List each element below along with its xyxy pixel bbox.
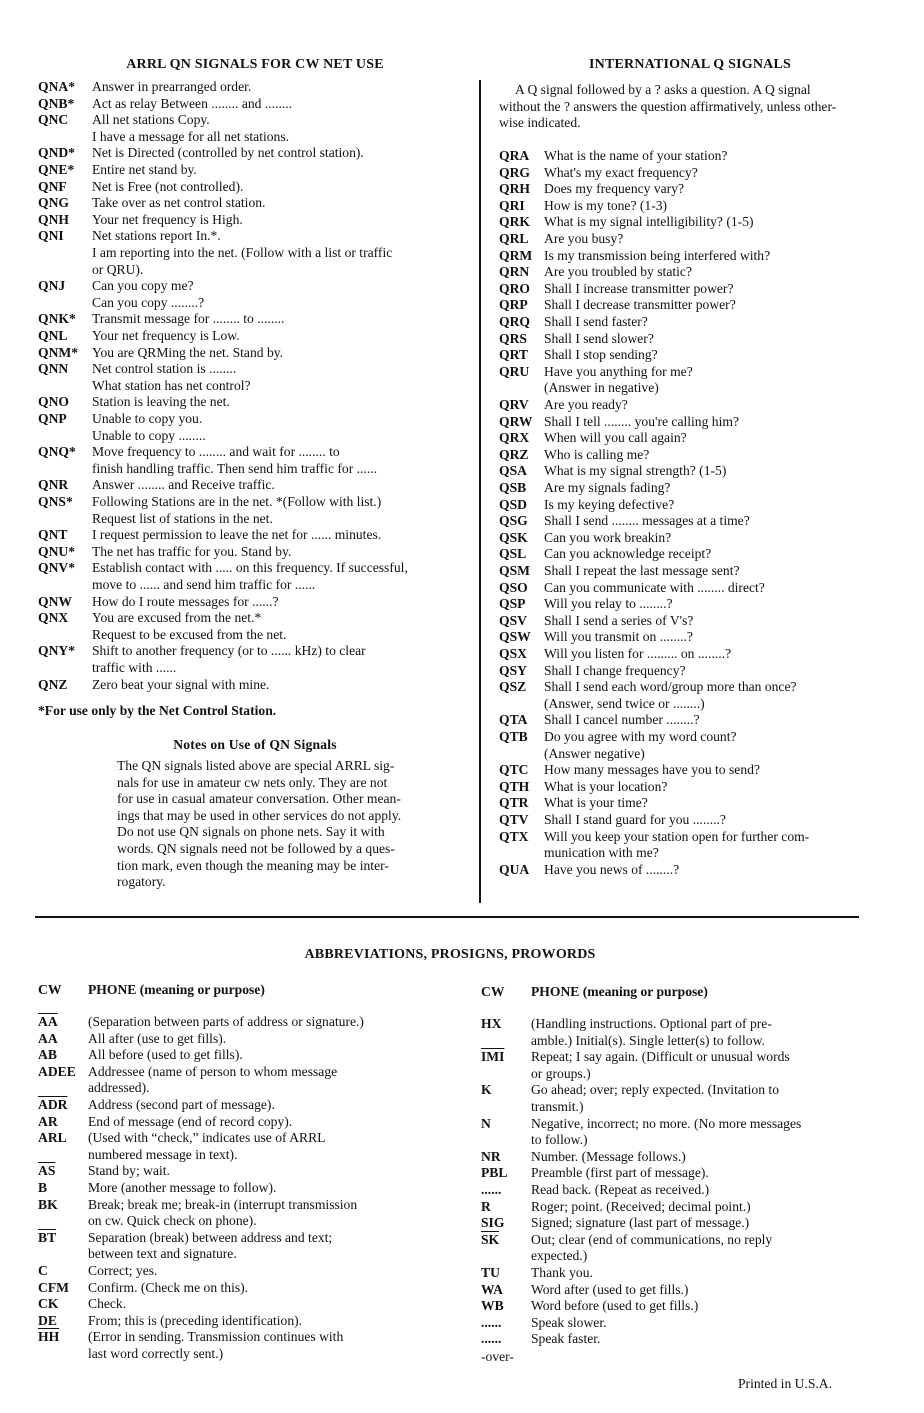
signal-meaning: Shall I repeat the last message sent? [544,563,740,578]
signal-meaning: Can you acknowledge receipt? [544,546,712,562]
signal-meaning: numbered message in text). [88,1146,238,1162]
signal-meaning: Entire net stand by. [92,162,197,177]
signal-meaning: Thank you. [531,1265,593,1280]
signal-meaning: Take over as net control station. [92,195,266,211]
signal-meaning: Transmit message for ........ to ........ [92,311,285,327]
signal-meaning: What's my exact frequency? [544,164,698,180]
abbr-right-cw-header: CW [481,984,505,999]
signal-code: QRL [499,231,529,246]
signal-code: $\overline{BT}$ [38,1229,57,1245]
signal-code: AR [38,1113,58,1129]
signal-meaning: What is my signal strength? (1-5) [544,463,727,479]
signal-meaning: (Separation between parts of address or signature.) [88,1014,364,1029]
signal-meaning: or QRU). [92,261,144,277]
signal-code: QNI [38,228,64,244]
signal-meaning: munication with me? [544,845,659,861]
qn-title: ARRL QN SIGNALS FOR CW NET USE [126,57,384,72]
signal-code: QNU* [38,543,76,559]
printed-in-usa: Printed in U.S.A. [738,1376,833,1391]
signal-meaning: Repeat; I say again. (Difficult or unusual words [531,1049,790,1065]
abbr-title: ABBREVIATIONS, PROSIGNS, PROWORDS [304,947,596,962]
paragraph-line: for use in casual amateur conversation. Other mean- [117,791,401,807]
signal-meaning: Your net frequency is High. [92,211,243,227]
signal-code: PBL [481,1165,508,1181]
signal-code: QUA [499,861,530,877]
signal-code: $\overline{IMI}$ [481,1049,505,1065]
signal-meaning: Zero beat your signal with mine. [92,676,270,692]
signal-code: R [481,1198,491,1214]
signal-code: C [38,1263,48,1278]
signal-meaning: Go ahead; over; reply expected. (Invitation to [531,1082,779,1098]
signal-code: QRQ [499,314,530,329]
signal-meaning: Speak faster. [531,1331,601,1347]
signal-meaning: Shall I increase transmitter power? [544,280,734,296]
signal-code: N [481,1115,491,1131]
signal-meaning: Will you keep your station open for further com- [544,828,810,844]
signal-meaning: addressed). [88,1080,150,1096]
signal-meaning: Move frequency to ........ and wait for ........ to [92,444,340,460]
signal-meaning: finish handling traffic. Then send him traffic for ...... [92,460,378,476]
signal-code: QRW [499,413,533,429]
signal-code: QNK* [38,311,76,327]
signal-code: HX [481,1016,502,1031]
signal-meaning: Station is leaving the net. [92,394,230,410]
signal-meaning: on cw. Quick check on phone). [88,1213,257,1229]
signal-meaning: Have you news of ........? [544,861,680,877]
signal-meaning: You are excused from the net.* [92,610,262,626]
signal-meaning: Signed; signature (last part of message.) [531,1215,750,1231]
signal-code: ...... [481,1314,502,1330]
signal-code: QRG [499,164,530,180]
signal-meaning: What is the name of your station? [544,148,728,163]
signal-meaning: Preamble (first part of message). [531,1165,709,1181]
over-note: -over- [481,1349,514,1364]
signal-meaning: (Answer in negative) [544,380,659,396]
signal-meaning: Net stations report In.*. [92,228,221,244]
signal-code: QTA [499,712,528,728]
signal-code: QRI [499,197,525,213]
signal-meaning: Have you anything for me? [544,363,693,379]
signal-meaning: Are you ready? [544,397,628,412]
signal-code: QSW [499,629,531,645]
signal-code: QND* [38,145,76,161]
signal-code: QRS [499,330,527,346]
qn-footnote: *For use only by the Net Control Station. [38,703,277,718]
signal-meaning: Check. [88,1296,127,1312]
signal-meaning: (Answer, send twice or ........) [544,695,705,711]
signal-meaning: You are QRMing the net. Stand by. [92,344,284,360]
signal-meaning: Read back. (Repeat as received.) [531,1182,710,1197]
signal-code: QRN [499,264,530,280]
signal-meaning: Shift to another frequency (or to ...... kHz) to clear [92,643,366,659]
signal-meaning: All net stations Copy. [92,112,210,128]
signal-code: DE [38,1312,57,1328]
signal-meaning: Shall I send a series of V's? [544,612,694,628]
signal-meaning: Shall I decrease transmitter power? [544,297,736,313]
signal-meaning: What station has net control? [92,377,251,393]
signal-code: QRU [499,363,530,379]
signal-code: QNO [38,394,69,410]
signal-meaning: Break; break me; break-in (interrupt transmission [88,1196,358,1212]
signal-code: QNR [38,477,69,493]
signal-meaning: Your net frequency is Low. [92,328,240,343]
signal-meaning: I have a message for all net stations. [92,128,290,144]
signal-code: ADEE [38,1063,76,1079]
signal-meaning: Is my keying defective? [544,496,675,512]
signal-meaning: Confirm. (Check me on this). [88,1279,249,1295]
signal-meaning: Is my transmission being interfered with? [544,247,771,263]
signal-code: QRT [499,347,528,363]
signal-meaning: Do you agree with my word count? [544,729,737,744]
signal-code: QRH [499,181,530,197]
signal-code: TU [481,1265,500,1280]
signal-code: B [38,1180,48,1195]
signal-code: $\overline{AS}$ [38,1163,56,1179]
paragraph-line: without the ? answers the question affirmatively, unless other- [499,98,837,114]
signal-code: QNS* [38,494,73,509]
signal-code: QSZ [499,679,527,695]
signal-code: AA [38,1030,58,1046]
signal-meaning: Answer in prearranged order. [92,79,252,94]
signal-code: QNE* [38,162,75,177]
signal-meaning: between text and signature. [88,1246,237,1262]
signal-meaning: Word before (used to get fills.) [531,1298,699,1314]
signal-code: QNH [38,211,69,227]
signal-code: QSO [499,579,528,595]
signal-code: QNB* [38,95,75,111]
signal-code: QTB [499,729,528,744]
signal-code: QRZ [499,446,529,462]
signal-code: QRV [499,397,529,412]
signal-meaning: Shall I stop sending? [544,347,658,363]
section-divider [35,916,859,918]
signal-code: QNF [38,178,67,194]
signal-code: QNP [38,411,67,426]
signal-code: QRX [499,430,530,446]
signal-meaning: What is your time? [544,795,648,811]
signal-code: $\overline{AA}$ [38,1014,58,1029]
signal-meaning: Word after (used to get fills.) [531,1281,689,1297]
signal-code: QNT [38,527,68,543]
signal-meaning: Shall I send ........ messages at a time? [544,513,750,529]
paragraph-line: The QN signals listed above are special ARRL sig- [117,758,395,773]
signal-code: QSG [499,513,528,529]
signal-code: QTC [499,762,529,778]
signal-code: QNL [38,328,68,343]
abbr-left-cw-header: CW [38,982,62,997]
signal-code: QSB [499,480,527,495]
signal-meaning: Negative, incorrect; no more. (No more messages [531,1115,802,1131]
signal-meaning: Addressee (name of person to whom message [88,1063,338,1079]
signal-meaning: Stand by; wait. [88,1163,170,1179]
signal-code: QNX [38,610,69,626]
signal-meaning: (Answer negative) [544,745,645,761]
signal-code: QNJ [38,278,66,294]
signal-meaning: All before (used to get fills). [88,1047,243,1063]
signal-meaning: Speak slower. [531,1314,607,1330]
signal-meaning: Shall I send slower? [544,330,654,346]
signal-meaning: I request permission to leave the net for ...... minutes. [92,527,382,543]
signal-meaning: Does my frequency vary? [544,181,685,197]
signal-meaning: Shall I send faster? [544,314,648,329]
signal-meaning: Act as relay Between ........ and ........ [92,95,293,111]
signal-meaning: How do I route messages for ......? [92,593,279,609]
abbr-left-phone-header: PHONE (meaning or purpose) [88,982,265,997]
signal-meaning: Who is calling me? [544,446,650,462]
signal-meaning: amble.) Initial(s). Single letter(s) to follow. [531,1032,765,1048]
signal-code: QSP [499,596,526,612]
signal-code: ...... [481,1182,502,1197]
signal-meaning: Net control station is ........ [92,361,237,377]
signal-meaning: Number. (Message follows.) [531,1148,686,1164]
signal-meaning: Answer ........ and Receive traffic. [92,477,275,493]
signal-meaning: Establish contact with ..... on this frequency. If successful, [92,560,408,576]
signal-code: ...... [481,1331,502,1347]
signal-code: QSV [499,612,527,628]
signal-meaning: Shall I change frequency? [544,662,686,678]
qn-notes-title: Notes on Use of QN Signals [173,737,337,752]
signal-meaning: Net is Free (not controlled). [92,178,244,194]
signal-meaning: When will you call again? [544,430,687,446]
qn-notes-paragraph [117,758,422,891]
signal-code: QNZ [38,676,68,692]
signal-meaning: Can you communicate with ........ direct? [544,579,765,595]
signal-code: QNA* [38,79,76,94]
signal-code: $\overline{ADR}$ [38,1097,68,1112]
signal-code: QRK [499,214,530,230]
signal-code: QSA [499,463,527,479]
signal-meaning: From; this is (preceding identification). [88,1312,303,1328]
signal-meaning: Can you work breakin? [544,529,672,545]
signal-code: $\overline{SK}$ [481,1231,500,1247]
signal-meaning: or groups.) [531,1065,591,1081]
signal-meaning: Net is Directed (controlled by net control station). [92,145,364,161]
paragraph-line: tion mark, even though the meaning may be inter- [117,857,389,873]
signal-meaning: traffic with ...... [92,660,177,675]
signal-meaning: Following Stations are in the net. *(Follow with list.) [92,494,382,509]
signal-code: WA [481,1281,503,1297]
signal-meaning: Are you busy? [544,231,624,246]
signal-code: QNY* [38,643,76,659]
signal-code: QNN [38,361,69,377]
signal-meaning: I am reporting into the net. (Follow with a list or traffic [92,245,393,260]
signal-code: QSK [499,529,528,545]
signal-code: QSY [499,662,527,678]
signal-code: QRA [499,148,530,163]
signal-meaning: expected.) [531,1248,588,1264]
paragraph-line: ings that may be used in other services do not apply. [117,807,402,823]
abbr-right-phone-header: PHONE (meaning or purpose) [531,984,708,999]
paragraph-line: wise indicated. [499,115,581,131]
signal-meaning: transmit.) [531,1099,584,1114]
signal-meaning: Request list of stations in the net. [92,510,273,526]
signal-code: QRM [499,247,533,263]
signal-meaning: How many messages have you to send? [544,762,760,778]
signal-meaning: Request to be excused from the net. [92,626,287,642]
signal-code: WB [481,1298,504,1314]
signal-code: QNC [38,112,69,128]
signal-code: QNV* [38,560,76,576]
signal-meaning: What is your location? [544,778,668,794]
signal-meaning: (Handling instructions. Optional part of pre- [531,1016,772,1031]
signal-meaning: Will you listen for ......... on ........? [544,646,732,661]
signal-code: BK [38,1196,58,1212]
signal-code: K [481,1082,492,1098]
signal-code: QRO [499,280,530,296]
signal-code: QNW [38,593,72,609]
signal-code: QTV [499,812,529,827]
signal-code: QSD [499,496,527,512]
signal-meaning: to follow.) [531,1132,588,1148]
signal-meaning: (Error in sending. Transmission continues with [88,1329,344,1345]
signal-meaning: Will you transmit on ........? [544,629,693,645]
signal-meaning: Unable to copy you. [92,411,203,426]
signal-meaning: Will you relay to ........? [544,596,673,612]
signal-meaning: The net has traffic for you. Stand by. [92,543,292,559]
signal-meaning: Can you copy me? [92,278,194,294]
signal-code: QSM [499,563,530,578]
signal-meaning: Roger; point. (Received; decimal point.) [531,1198,751,1214]
signal-meaning: All after (use to get fills). [88,1030,227,1046]
paragraph-line: nals for use in amateur cw nets only. They are not [117,774,388,790]
signal-code: QNQ* [38,444,76,460]
signal-code: QTR [499,795,529,811]
signal-code: ARL [38,1130,67,1146]
signal-meaning: Shall I tell ........ you're calling him? [544,413,739,429]
signal-code: NR [481,1148,501,1164]
signal-code: QRP [499,297,528,313]
signal-meaning: last word correctly sent.) [88,1346,224,1361]
signal-meaning: What is my signal intelligibility? (1-5) [544,214,754,230]
signal-code: QSX [499,646,527,661]
signal-meaning: Are you troubled by static? [544,264,692,280]
paragraph-line: Do not use QN signals on phone nets. Say it with [117,824,385,840]
signal-code: SIG [481,1215,505,1231]
signal-code: CFM [38,1279,69,1295]
signal-code: QTH [499,778,530,794]
q-intro-paragraph [499,82,889,132]
signal-meaning: How is my tone? (1-3) [544,197,668,213]
signal-code: QTX [499,828,529,844]
signal-meaning: Correct; yes. [88,1263,158,1278]
signal-meaning: Unable to copy ........ [92,427,206,443]
column-divider [479,80,481,903]
signal-code: CK [38,1296,59,1312]
q-title: INTERNATIONAL Q SIGNALS [589,57,791,72]
signal-meaning: Shall I cancel number ........? [544,712,700,728]
signal-meaning: More (another message to follow). [88,1180,277,1195]
paragraph-line: A Q signal followed by a ? asks a question. A Q signal [515,82,811,97]
signal-meaning: Can you copy ........? [92,294,205,310]
signal-code: AB [38,1047,57,1063]
signal-meaning: Separation (break) between address and text; [88,1229,333,1245]
signal-meaning: Shall I send each word/group more than once? [544,679,797,695]
signal-meaning: (Used with “check,” indicates use of ARRL [88,1130,326,1146]
paragraph-line: words. QN signals need not be followed by a ques- [117,840,395,856]
signal-code: $\overline{HH}$ [38,1329,60,1345]
signal-code: QNG [38,195,69,211]
signal-meaning: Address (second part of message). [88,1097,275,1112]
signal-meaning: move to ...... and send him traffic for ...... [92,577,316,592]
signal-code: QSL [499,546,527,562]
signal-meaning: Are my signals fading? [544,480,671,495]
signal-meaning: Shall I stand guard for you ........? [544,812,726,827]
signal-code: QNM* [38,344,79,360]
signal-meaning: Out; clear (end of communications, no reply [531,1231,773,1247]
signal-meaning: End of message (end of record copy). [88,1113,293,1129]
paragraph-line: rogatory. [117,874,166,890]
